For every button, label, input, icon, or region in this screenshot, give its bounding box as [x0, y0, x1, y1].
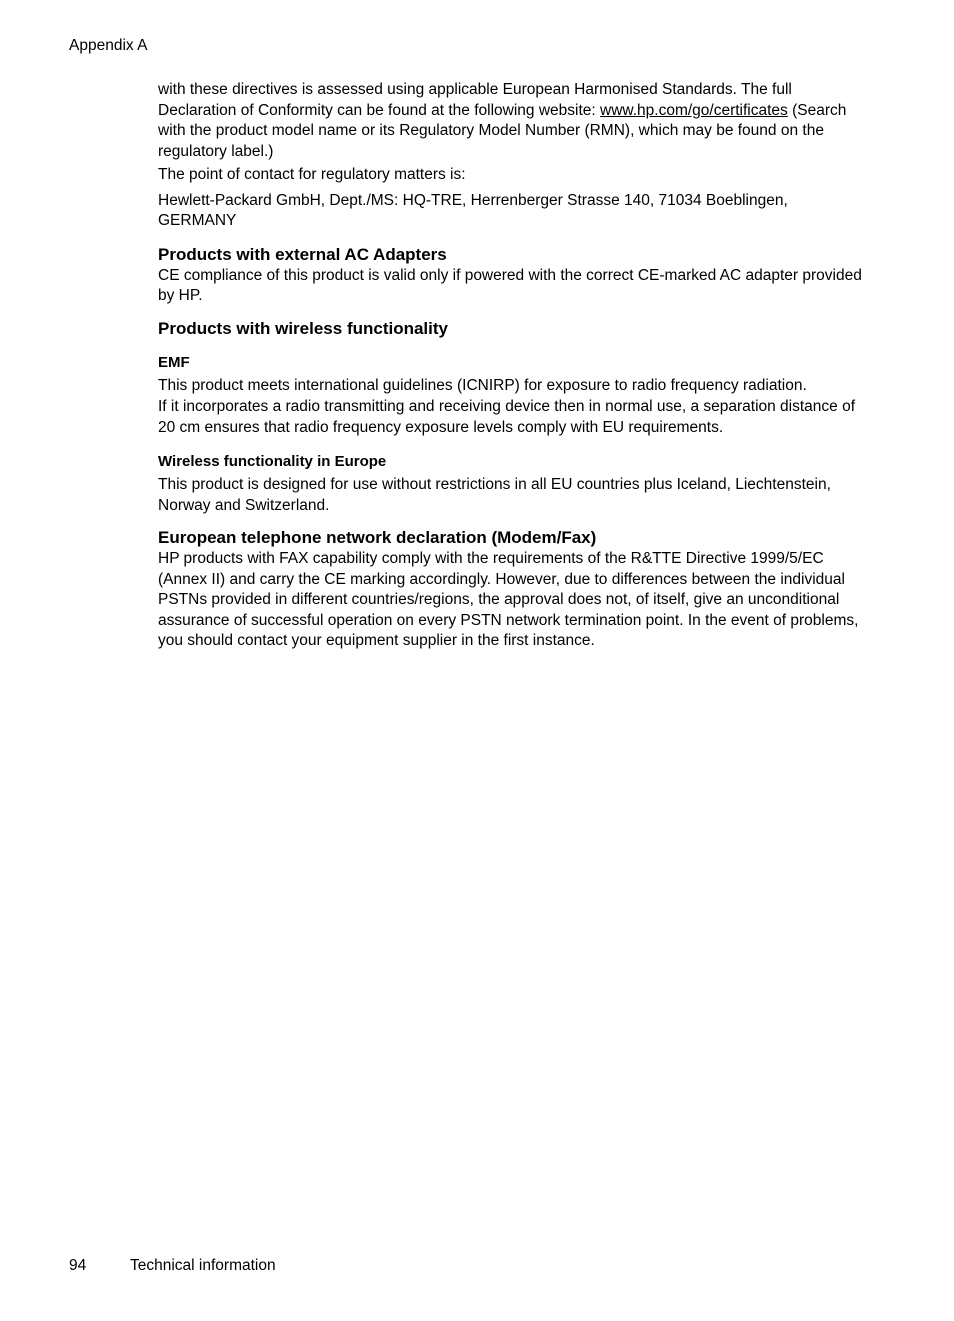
heading-ac-adapters: Products with external AC Adapters	[158, 244, 447, 264]
certificates-link[interactable]: www.hp.com/go/certificates	[600, 101, 788, 119]
heading-wireless: Products with wireless functionality	[158, 318, 448, 338]
heading-telephone-network: European telephone network declaration (Modem/Fax)	[158, 528, 597, 547]
ac-adapters-paragraph: CE compliance of this product is valid only if powered with the correct CE-marked AC adapter provided by HP.	[158, 266, 862, 304]
page-footer	[69, 1256, 276, 1276]
intro-text-before-link: with these directives is assessed using applicable European Harmonised Standards. The full Declaration of Conformity can be found at the following website:	[158, 81, 792, 119]
page-number: 94	[69, 1257, 87, 1274]
telephone-network-paragraph: HP products with FAX capability comply with the requirements of the R&TTE Directive 1999/5/EC (Annex II) and carry the CE marking accordingly. However, due to differences between the individual PSTNs provided in different countries/regions, the approval does not, of itself, give an unconditional assurance of successful operation on every PSTN network termination point. In the event of problems, you should contact your equipment supplier in the first instance.	[158, 550, 859, 649]
heading-wireless-europe: Wireless functionality in Europe	[158, 453, 387, 470]
intro-paragraph-address: Hewlett-Packard GmbH, Dept./MS: HQ-TRE, Herrenberger Strasse 140, 71034 Boeblingen, GERMANY	[158, 191, 788, 229]
page-body	[158, 80, 870, 652]
wireless-europe-paragraph: This product is designed for use without restrictions in all EU countries plus Iceland, Liechtenstein, Norway and Switzerland.	[158, 476, 831, 514]
intro-paragraph-contact: The point of contact for regulatory matters is:	[158, 166, 466, 183]
intro-paragraph-conformity	[158, 80, 870, 162]
emf-paragraph-separation: If it incorporates a radio transmitting and receiving device then in normal use, a separation distance of 20 cm ensures that radio frequency exposure levels comply with EU requirements.	[158, 398, 856, 436]
running-header: Appendix A	[69, 37, 148, 54]
footer-section-title: Technical information	[130, 1257, 276, 1274]
intro-text-after-link: (Search with the product model name or its Regulatory Model Number (RMN), which may be found on the regulatory label.)	[158, 101, 847, 160]
emf-paragraph-icnirp: This product meets international guidelines (ICNIRP) for exposure to radio frequency radiation.	[158, 376, 807, 394]
heading-emf: EMF	[158, 353, 190, 371]
